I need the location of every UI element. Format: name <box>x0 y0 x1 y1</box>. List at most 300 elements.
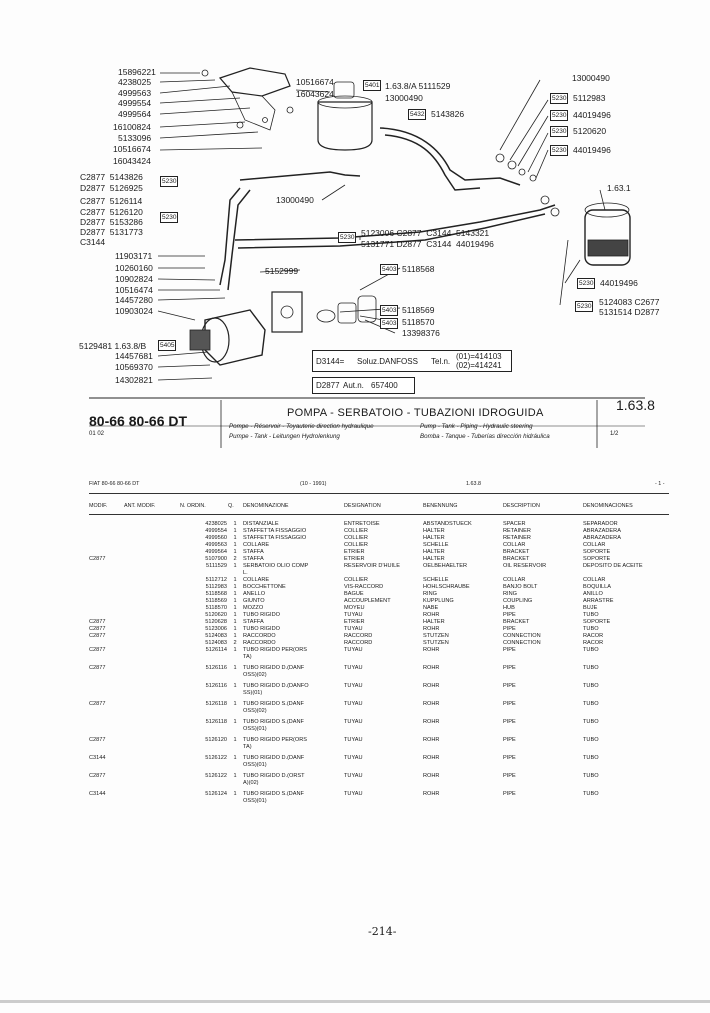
german-name-cell <box>423 780 503 791</box>
german-name-cell <box>423 762 503 773</box>
ref-box: 5403 <box>382 320 397 327</box>
divider <box>89 514 669 515</box>
french-name-cell: TUYAU <box>344 626 363 632</box>
french-name-cell: TUYAU <box>344 755 363 761</box>
table-row <box>89 654 663 665</box>
italian-name-cell: COLLARE <box>243 577 270 583</box>
qty-cell: 1 <box>233 605 237 611</box>
english-name-cell <box>503 726 583 737</box>
spanish-name-cell: ARRASTRE <box>583 598 614 604</box>
spanish-name-cell: TUBO <box>583 683 599 689</box>
col-header: N. ORDIN. <box>180 503 206 509</box>
english-name-cell <box>503 798 583 809</box>
diagram-label: C2877 5126114 <box>80 196 143 206</box>
italian-name-cell: TUBO RIGIDO D.(ORST <box>243 773 305 779</box>
spanish-name-cell: SOPORTE <box>583 549 611 555</box>
order-number-cell: 5111529 <box>206 563 227 569</box>
english-name-cell: COLLAR <box>503 577 526 583</box>
german-name-cell: HALTER <box>423 528 445 534</box>
english-name-cell: PIPE <box>503 665 516 671</box>
title-spanish: Bomba - Tanque - Tuberías dirección hidráulica <box>420 433 550 440</box>
german-name-cell: HOHLSCHRAUBE <box>423 584 470 590</box>
diagram-label: 13398376 <box>402 328 440 338</box>
parts-table <box>89 521 663 809</box>
modif-cell <box>89 591 181 598</box>
title-french: Pompe - Réservoir - Toyauterie direction hydraulique <box>229 423 374 430</box>
qty-cell <box>227 726 243 737</box>
order-number-cell <box>181 672 227 683</box>
listing-date: (10 - 1991) <box>300 481 327 487</box>
modif-cell: C2877 <box>89 737 106 743</box>
english-name-cell: PIPE <box>503 737 516 743</box>
spanish-name-cell: ABRAZADERA <box>583 535 621 541</box>
qty-cell <box>227 780 243 791</box>
italian-name-cell: TUBO RIGIDO <box>243 612 280 618</box>
italian-name-cell: BOCCHETTONE <box>243 584 286 590</box>
col-header: BENENNUNG <box>423 503 458 509</box>
modif-cell <box>89 683 181 690</box>
english-name-cell <box>503 654 583 665</box>
italian-name-cell: RACCORDO <box>243 640 276 646</box>
english-name-cell: PIPE <box>503 626 516 632</box>
order-number-cell <box>181 690 227 701</box>
english-name-cell: PIPE <box>503 683 516 689</box>
table-row <box>89 591 663 598</box>
order-number-cell <box>181 780 227 791</box>
english-name-cell <box>503 762 583 773</box>
table-row <box>89 598 663 605</box>
qty-cell <box>227 762 243 773</box>
german-name-cell: ROHR <box>423 737 440 743</box>
order-number-cell: 5118570 <box>205 605 227 611</box>
modif-cell <box>89 577 181 584</box>
order-number-cell: 4999563 <box>205 542 227 548</box>
spanish-name-cell: TUBO <box>583 773 599 779</box>
spanish-name-cell: RACOR <box>583 640 604 646</box>
spanish-name-cell: SEPARADOR <box>583 521 618 527</box>
spanish-name-cell: COLLAR <box>583 577 606 583</box>
italian-name-cell: A)(02) <box>243 780 259 786</box>
modif-cell <box>89 570 181 577</box>
diagram-label: 1.63.8/A 5111529 <box>385 81 451 91</box>
qty-cell: 1 <box>233 755 237 761</box>
order-number-cell: 5120620 <box>205 612 227 618</box>
italian-name-cell: MOZZO <box>243 605 264 611</box>
italian-name-cell: TUBO RIGIDO D.(DANF <box>243 755 305 761</box>
german-name-cell <box>423 690 503 701</box>
german-name-cell: ROHR <box>423 612 440 618</box>
spanish-name-cell <box>583 672 663 683</box>
table-row <box>89 542 663 549</box>
modif-cell: C2877 <box>89 647 106 653</box>
danfoss-note: D3144= Soluz.DANFOSS Tel.n. (01)=414103 (02)=414241 <box>312 350 512 372</box>
ref-box: 5230 <box>162 178 177 185</box>
italian-name-cell: DISTANZIALE <box>243 521 279 527</box>
qty-cell: 1 <box>233 542 237 548</box>
french-name-cell: COLLIER <box>344 542 368 548</box>
modif-cell: C2877 <box>89 773 106 779</box>
qty-cell <box>227 570 243 577</box>
diagram-label: 5143826 <box>431 109 465 119</box>
col-header: Q. <box>228 503 234 509</box>
french-name-cell: MOYEU <box>344 605 365 611</box>
title-english: Pump - Tank - Piping - Hydraulic steering <box>420 423 533 430</box>
french-name-cell <box>344 780 423 791</box>
spanish-name-cell: TUBO <box>583 737 599 743</box>
modif-cell: C3144 <box>89 791 106 797</box>
french-name-cell <box>344 708 423 719</box>
english-name-cell <box>503 570 583 577</box>
spanish-name-cell <box>583 762 663 773</box>
order-number-cell: 5126116 <box>205 665 227 671</box>
french-name-cell: VIS-RACCORD <box>344 584 384 590</box>
diagram-label: D2877 5131773 <box>80 227 143 237</box>
french-name-cell <box>344 744 423 755</box>
table-row <box>89 556 663 563</box>
modif-cell <box>89 726 181 737</box>
diagram-label: 10903024 <box>115 306 153 316</box>
ref-box: 5230 <box>552 147 567 154</box>
order-number-cell: 5120628 <box>205 619 227 625</box>
english-name-cell: BRACKET <box>503 549 530 555</box>
modif-cell <box>89 542 181 549</box>
qty-cell <box>227 672 243 683</box>
german-name-cell: KUPPLUNG <box>423 598 454 604</box>
spanish-name-cell <box>583 570 663 577</box>
french-name-cell <box>344 762 423 773</box>
spanish-name-cell: TUBO <box>583 665 599 671</box>
modif-cell: C2877 <box>89 556 106 562</box>
table-row <box>89 690 663 701</box>
italian-name-cell: TUBO RIGIDO <box>243 626 280 632</box>
italian-name-cell: L. <box>243 570 248 576</box>
diagram-label: 4999563 <box>118 88 152 98</box>
spanish-name-cell <box>583 798 663 809</box>
table-row <box>89 563 663 570</box>
qty-cell <box>227 744 243 755</box>
table-row <box>89 737 663 744</box>
table-row <box>89 528 663 535</box>
diagram-label: 5124083 C2677 <box>599 297 660 307</box>
german-name-cell: HALTER <box>423 549 445 555</box>
ref-box: 5403 <box>382 266 397 273</box>
qty-cell <box>227 654 243 665</box>
table-row <box>89 570 663 577</box>
modif-cell: C2877 <box>89 701 106 707</box>
french-name-cell: TUYAU <box>344 647 363 653</box>
diagram-label: C2877 5126120 <box>80 207 143 217</box>
auth-note: D2877 Aut.n. 657400 <box>312 377 415 394</box>
english-name-cell: PIPE <box>503 719 516 725</box>
italian-name-cell: TUBO RIGIDO PER(ORS <box>243 737 308 743</box>
german-name-cell <box>423 798 503 809</box>
qty-cell: 1 <box>233 563 237 569</box>
table-row <box>89 577 663 584</box>
diagram-label: 5133096 <box>118 133 152 143</box>
english-name-cell: COUPLING <box>503 598 533 604</box>
german-name-cell <box>423 570 503 577</box>
german-name-cell <box>423 672 503 683</box>
table-row <box>89 672 663 683</box>
qty-cell: 1 <box>233 647 237 653</box>
french-name-cell <box>344 798 423 809</box>
english-name-cell <box>503 708 583 719</box>
model-code: 80-66 80-66 DT <box>89 413 188 429</box>
col-header: DESIGNATION <box>344 503 381 509</box>
page-number: -214- <box>368 925 397 938</box>
modif-cell <box>89 598 181 605</box>
qty-cell: 1 <box>233 612 237 618</box>
italian-name-cell: OSS)(01) <box>243 726 267 732</box>
divider <box>89 493 669 494</box>
french-name-cell <box>344 654 423 665</box>
diagram-label: 10516474 <box>115 285 153 295</box>
diagram-label: 10569370 <box>115 362 153 372</box>
english-name-cell: PIPE <box>503 755 516 761</box>
modif-cell <box>89 780 181 791</box>
diagram-label: 5120620 <box>573 126 607 136</box>
german-name-cell: HALTER <box>423 619 445 625</box>
order-number-cell <box>181 570 227 577</box>
table-row <box>89 773 663 780</box>
diagram-label: 5131771 D2877 C3144 44019496 <box>361 239 494 249</box>
italian-name-cell: ANELLO <box>243 591 266 597</box>
table-row <box>89 626 663 633</box>
german-name-cell: ROHR <box>423 791 440 797</box>
modif-cell: C2877 <box>89 619 106 625</box>
table-row <box>89 647 663 654</box>
table-row <box>89 780 663 791</box>
french-name-cell: ETRIER <box>344 556 365 562</box>
french-name-cell: ETRIER <box>344 549 365 555</box>
order-number-cell: 5126116 <box>205 683 227 689</box>
german-name-cell: NABE <box>423 605 439 611</box>
french-name-cell: TUYAU <box>344 719 363 725</box>
modif-cell <box>89 654 181 665</box>
order-number-cell: 5126122 <box>205 773 227 779</box>
italian-name-cell: STAFFA <box>243 556 264 562</box>
order-number-cell: 5126114 <box>205 647 227 653</box>
modif-cell <box>89 708 181 719</box>
spanish-name-cell: BOQUILLA <box>583 584 611 590</box>
spanish-name-cell: SOPORTE <box>583 619 611 625</box>
diagram-label: 10260160 <box>115 263 153 273</box>
spanish-name-cell: ABRAZADERA <box>583 528 621 534</box>
col-header: DENOMINACIONES <box>583 503 633 509</box>
italian-name-cell: STAFFA <box>243 549 264 555</box>
english-name-cell: BRACKET <box>503 619 530 625</box>
english-name-cell: BRACKET <box>503 556 530 562</box>
french-name-cell: TUYAU <box>344 773 363 779</box>
qty-cell: 1 <box>233 633 237 639</box>
diagram-label: D2877 5153286 <box>80 217 143 227</box>
german-name-cell: ROHR <box>423 755 440 761</box>
english-name-cell <box>503 690 583 701</box>
model-sub: 01 02 <box>89 431 105 437</box>
french-name-cell: COLLIER <box>344 535 368 541</box>
italian-name-cell: TUBO RIGIDO S.(DANF <box>243 791 304 797</box>
italian-name-cell: STAFFA <box>243 619 264 625</box>
diagram-label: 1.63.1 <box>607 183 631 193</box>
spanish-name-cell: COLLAR <box>583 542 606 548</box>
english-name-cell <box>503 780 583 791</box>
spanish-name-cell <box>583 726 663 737</box>
table-row <box>89 744 663 755</box>
diagram-label: 4238025 <box>118 77 152 87</box>
table-row <box>89 726 663 737</box>
qty-cell: 1 <box>233 665 237 671</box>
qty-cell: 1 <box>233 719 237 725</box>
qty-cell: 1 <box>233 549 237 555</box>
german-name-cell: STUTZEN <box>423 633 449 639</box>
order-number-cell: 4999554 <box>205 528 227 534</box>
table-row <box>89 612 663 619</box>
french-name-cell: TUYAU <box>344 701 363 707</box>
french-name-cell <box>344 570 423 577</box>
german-name-cell: STUTZEN <box>423 640 449 646</box>
modif-cell <box>89 563 181 570</box>
german-name-cell: ROHR <box>423 647 440 653</box>
french-name-cell: RESERVOIR D'HUILE <box>344 563 400 569</box>
french-name-cell: TUYAU <box>344 737 363 743</box>
french-name-cell: COLLIER <box>344 528 368 534</box>
table-row <box>89 619 663 626</box>
qty-cell: 1 <box>233 773 237 779</box>
qty-cell <box>227 690 243 701</box>
table-row <box>89 798 663 809</box>
diagram-label: 4999554 <box>118 98 152 108</box>
diagram-label: 16043624 <box>296 89 334 99</box>
diagram-label: 14457280 <box>115 295 153 305</box>
diagram-label: 5118568 <box>402 264 435 274</box>
spanish-name-cell: DEPOSITO DE ACEITE <box>583 563 643 569</box>
spanish-name-cell: TUBO <box>583 755 599 761</box>
order-number-cell <box>181 708 227 719</box>
order-number-cell <box>181 798 227 809</box>
table-row <box>89 521 663 528</box>
modif-cell <box>89 535 181 542</box>
order-number-cell: 5123006 <box>205 626 227 632</box>
diagram-label: 13000490 <box>385 93 423 103</box>
diagram-label: C3144 <box>80 237 106 247</box>
english-name-cell: SPACER <box>503 521 526 527</box>
spanish-name-cell: SOPORTE <box>583 556 611 562</box>
listing-section: 1.63.8 <box>466 481 481 487</box>
spanish-name-cell: BUJE <box>583 605 598 611</box>
diagram-label: D2877 5126925 <box>80 183 143 193</box>
order-number-cell: 5112983 <box>205 584 227 590</box>
german-name-cell <box>423 654 503 665</box>
qty-cell: 1 <box>233 737 237 743</box>
diagram-label: 44019496 <box>573 110 611 120</box>
ref-box: 5230 <box>577 303 592 310</box>
modif-cell <box>89 528 181 535</box>
italian-name-cell: OSS)(02) <box>243 708 267 714</box>
italian-name-cell: SS)(01) <box>243 690 263 696</box>
spanish-name-cell: TUBO <box>583 647 599 653</box>
order-number-cell: 5126118 <box>205 701 227 707</box>
table-row <box>89 762 663 773</box>
diagram-label: 10902824 <box>115 274 153 284</box>
modif-cell <box>89 521 181 528</box>
ref-box: 5230 <box>579 280 594 287</box>
order-number-cell: 5126120 <box>205 737 227 743</box>
ref-box: 5230 <box>552 128 567 135</box>
german-name-cell: ROHR <box>423 626 440 632</box>
french-name-cell: ENTRETOISE <box>344 521 380 527</box>
german-name-cell <box>423 726 503 737</box>
english-name-cell <box>503 672 583 683</box>
spanish-name-cell: TUBO <box>583 791 599 797</box>
diagram-label: 5118569 <box>402 305 435 315</box>
qty-cell <box>227 798 243 809</box>
french-name-cell: TUYAU <box>344 683 363 689</box>
italian-name-cell: TUBO RIGIDO S.(DANF <box>243 719 304 725</box>
order-number-cell: 4999564 <box>205 549 227 555</box>
section-page: 1/2 <box>610 431 619 437</box>
french-name-cell: ETRIER <box>344 619 365 625</box>
english-name-cell: PIPE <box>503 773 516 779</box>
page-title: POMPA - SERBATOIO - TUBAZIONI IDROGUIDA <box>287 407 544 419</box>
spanish-name-cell <box>583 690 663 701</box>
listing-model: FIAT 80-66 80-66 DT <box>89 481 140 487</box>
german-name-cell: RING <box>423 591 437 597</box>
english-name-cell: COLLAR <box>503 542 526 548</box>
table-row <box>89 605 663 612</box>
german-name-cell: ROHR <box>423 683 440 689</box>
german-name-cell: HALTER <box>423 556 445 562</box>
listing-page: - 1 - <box>655 481 665 487</box>
spanish-name-cell: RACOR <box>583 633 604 639</box>
modif-cell <box>89 584 181 591</box>
ref-box: 5230 <box>162 214 177 221</box>
modif-cell: C2877 <box>89 665 106 671</box>
diagram-label: 14302821 <box>115 375 153 385</box>
section-number: 1.63.8 <box>616 397 655 413</box>
table-row <box>89 791 663 798</box>
ref-box: 5230 <box>340 234 355 241</box>
italian-name-cell: COLLARE <box>243 542 270 548</box>
table-row <box>89 633 663 640</box>
spanish-name-cell: TUBO <box>583 701 599 707</box>
table-row <box>89 584 663 591</box>
modif-cell <box>89 690 181 701</box>
diagram-label: 5118570 <box>402 317 435 327</box>
modif-cell <box>89 605 181 612</box>
ref-box: 5405 <box>160 342 175 349</box>
qty-cell: 1 <box>233 591 237 597</box>
english-name-cell: RING <box>503 591 517 597</box>
german-name-cell <box>423 708 503 719</box>
diagram-label: 10516674 <box>113 144 151 154</box>
ref-box: 5403 <box>382 307 397 314</box>
qty-cell: 1 <box>233 626 237 632</box>
german-name-cell: SCHELLE <box>423 577 449 583</box>
order-number-cell: 5107900 <box>205 556 227 562</box>
spanish-name-cell: TUBO <box>583 719 599 725</box>
diagram-label: 15896221 <box>118 67 156 77</box>
table-row <box>89 683 663 690</box>
order-number-cell <box>181 726 227 737</box>
modif-cell: C3144 <box>89 755 106 761</box>
french-name-cell: TUYAU <box>344 791 363 797</box>
modif-cell: C2877 <box>89 633 106 639</box>
order-number-cell: 5124083 <box>205 640 227 646</box>
modif-cell: C2877 <box>89 626 106 632</box>
italian-name-cell: OSS)(02) <box>243 672 267 678</box>
french-name-cell: TUYAU <box>344 612 363 618</box>
modif-cell <box>89 612 181 619</box>
